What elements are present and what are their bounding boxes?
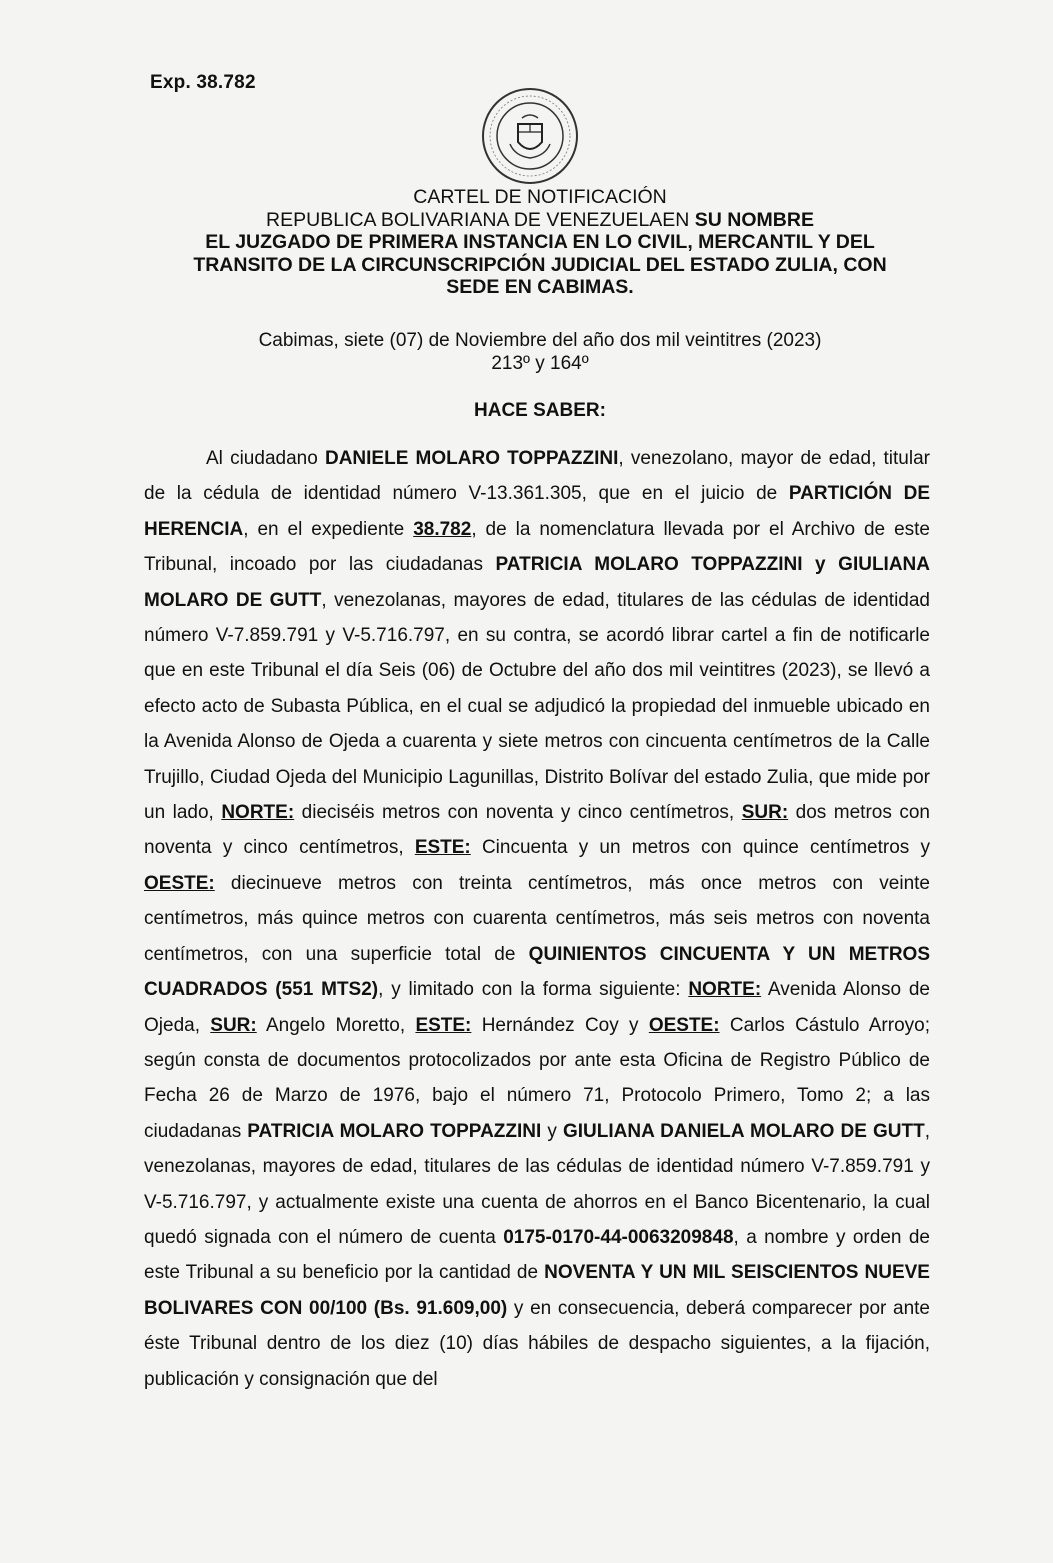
body-text: y en consecuencia, deberá comparecer por ante éste Tribunal dentro de los diez (10) días hábiles de despacho siguientes, a la fijación, publicación y consignación que del xyxy=(144,1297,930,1390)
document-header xyxy=(140,186,940,299)
body-text: , venezolanas, mayores de edad, titulares de las cédulas de identidad número V-7.859.791 y V-5.716.797, y actualmente existe una cuenta de ahorros en el Banco Bicentenario, la cual quedó signada con el número de cuenta xyxy=(144,1120,930,1248)
body-text: Carlos Cástulo Arroyo; según consta de documentos protocolizados por ante esta Oficina de Registro Público de Fecha 26 de Marzo de 1976, bajo el número 71, Protocolo Primero, Tomo 2; a las ciudadanas xyxy=(144,1014,930,1142)
notice-paragraph xyxy=(144,441,930,1397)
date-line xyxy=(140,330,940,375)
header-republic-bold: SU NOMBRE xyxy=(694,208,814,231)
header-title: CARTEL DE NOTIFICACIÓN xyxy=(413,186,667,208)
body-text: Hernández Coy y xyxy=(471,1014,649,1036)
account-number: 0175-0170-44-0063209848 xyxy=(503,1226,734,1248)
amount: NOVENTA Y UN MIL SEISCIENTOS NUEVE BOLIVARES CON 00/100 (Bs. 91.609,00) xyxy=(144,1262,930,1319)
header-court-line1: EL JUZGADO DE PRIMERA INSTANCIA EN LO CIVIL, MERCANTIL Y DEL xyxy=(205,231,875,253)
body-text: diecinueve metros con treinta centímetros, más once metros con veinte centímetros, más quince metros con cuarenta centímetros, más seis metros con noventa centímetros, con una superficie total de xyxy=(144,872,930,965)
body-text: , venezolanas, mayores de edad, titulares de las cédulas de identidad número V-7.859.791 y V-5.716.797, en su contra, se acordó librar cartel a fin de notificarle que en este Tribunal el día Seis (06) de Octubre del año dos mil veintitres (2023), se llevó a efecto acto de Subasta Pública, en el cual se adjudicó la propiedad del inmueble ubicado en la Avenida Alonso de Ojeda a cuarenta y siete metros con cincuenta centímetros de la Calle Trujillo, Ciudad Ojeda del Municipio Lagunillas, Distrito Bolívar del estado Zulia, que mide por un lado, xyxy=(144,589,930,824)
party-name: GIULIANA DANIELA MOLARO DE GUTT xyxy=(562,1120,925,1142)
body-text: Al ciudadano xyxy=(206,448,325,469)
plaintiff-names: PATRICIA MOLARO TOPPAZZINI y GIULIANA MOLARO DE GUTT xyxy=(144,554,930,611)
total-area: QUINIENTOS CINCUENTA Y UN METROS CUADRADOS (551 MTS2) xyxy=(144,943,930,1001)
boundary-label: ESTE: xyxy=(414,837,471,859)
body-text: Angelo Moretto, xyxy=(256,1014,416,1036)
years-text: 213º y 164º xyxy=(491,352,589,374)
boundary-label: OESTE: xyxy=(144,872,215,894)
boundary-label: NORTE: xyxy=(221,802,295,824)
header-court-line3: SEDE EN CABIMAS. xyxy=(446,276,634,298)
body-text: Avenida Alonso de Ojeda, xyxy=(144,979,930,1036)
body-text: , de la nomenclatura llevada por el Archivo de este Tribunal, incoado por las ciudadanas xyxy=(144,518,930,576)
hace-saber-heading: HACE SABER: xyxy=(474,400,606,421)
case-number: 38.782 xyxy=(413,518,472,540)
boundary-label: ESTE: xyxy=(415,1014,472,1036)
header-court-line2: TRANSITO DE LA CIRCUNSCRIPCIÓN JUDICIAL DEL ESTADO ZULIA, CON xyxy=(193,253,887,276)
coat-of-arms-seal-icon xyxy=(480,86,580,186)
case-type: PARTICIÓN DE HERENCIA xyxy=(144,483,931,540)
body-text: , y limitado con la forma siguiente: xyxy=(378,979,689,1001)
boundary-label: SUR: xyxy=(741,802,789,824)
notice-body xyxy=(144,441,930,1397)
party-name: PATRICIA MOLARO TOPPAZZINI xyxy=(247,1120,542,1142)
body-text: Cincuenta y un metros con quince centímetros y xyxy=(470,837,930,859)
expediente-label: Exp. 38.782 xyxy=(150,72,256,93)
date-text: Cabimas, siete (07) de Noviembre del año dos mil veintitres (2023) xyxy=(258,330,822,351)
body-text: , a nombre y orden de este Tribunal a su beneficio por la cantidad de xyxy=(144,1226,930,1284)
boundary-label: SUR: xyxy=(210,1014,257,1036)
header-republic xyxy=(140,209,940,232)
body-text: dos metros con noventa y cinco centímetros, xyxy=(144,802,930,859)
body-text: , en el expediente xyxy=(243,518,414,540)
body-text: y xyxy=(541,1120,563,1142)
body-text: dieciséis metros con noventa y cinco centímetros, xyxy=(294,802,742,824)
boundary-label: OESTE: xyxy=(648,1014,720,1036)
boundary-label: NORTE: xyxy=(688,979,762,1001)
body-text: , venezolano, mayor de edad, titular de la cédula de identidad número V-13.361.305, que en el juicio de xyxy=(144,448,930,505)
defendant-name: DANIELE MOLARO TOPPAZZINI xyxy=(324,448,619,469)
header-republic-text: REPUBLICA BOLIVARIANA DE VENEZUELAEN xyxy=(266,208,695,231)
